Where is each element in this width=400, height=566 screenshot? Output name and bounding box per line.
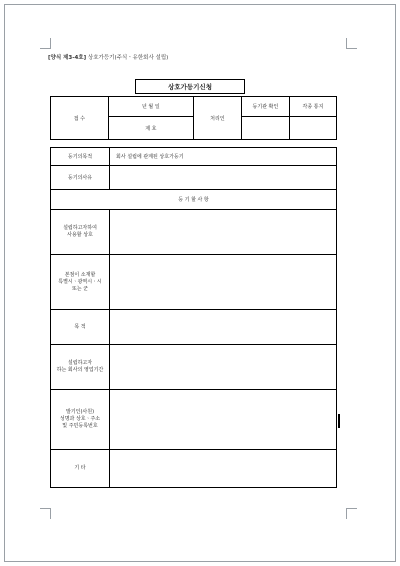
reception-table bbox=[50, 96, 337, 140]
form-subtitle: 상호가등기(주식ㆍ유한회사 설립) bbox=[87, 55, 169, 61]
number-label: 제 호 bbox=[108, 117, 193, 140]
application-table bbox=[50, 147, 337, 488]
item-value-business-period[interactable] bbox=[110, 345, 337, 390]
item-label-business-period: 설립하고자 하는 회사의 영업기간 bbox=[51, 345, 110, 390]
registrar-approval-label: 등기관 확인 bbox=[241, 97, 289, 117]
item-value-trade-name[interactable] bbox=[110, 210, 337, 255]
item-label-trade-name: 설립하고자하여 사용할 상호 bbox=[51, 210, 110, 255]
item-label-head-office: 본점이 소재할 특별시ㆍ광역시ㆍ시 또는 군 bbox=[51, 255, 110, 310]
date-label: 년 월 일 bbox=[108, 97, 193, 117]
crop-mark-top-right bbox=[346, 38, 357, 49]
crop-mark-top-left bbox=[40, 38, 51, 49]
item-label-promoters: 발기인(사원) 성명과 상호ㆍ주소 및 주민등록번호 bbox=[51, 390, 110, 450]
item-value-purpose[interactable] bbox=[110, 310, 337, 345]
form-number: [양식 제3-4호] bbox=[48, 55, 87, 61]
processor-label: 처리인 bbox=[193, 97, 241, 140]
notice-label: 각종 통지 bbox=[289, 97, 336, 117]
registrar-approval-field[interactable] bbox=[241, 117, 289, 140]
reason-value[interactable] bbox=[110, 166, 337, 190]
reception-label: 접 수 bbox=[51, 97, 109, 140]
item-label-purpose: 목 적 bbox=[51, 310, 110, 345]
item-value-other[interactable] bbox=[110, 450, 337, 488]
text-cursor bbox=[338, 414, 340, 428]
purpose-label: 등기의목적 bbox=[51, 148, 110, 166]
item-value-promoters[interactable] bbox=[110, 390, 337, 450]
section-header: 등 기 할 사 항 bbox=[51, 190, 337, 210]
document-title: 상호가등기신청 bbox=[135, 79, 245, 94]
crop-mark-bottom-right bbox=[346, 508, 357, 519]
notice-field[interactable] bbox=[289, 117, 336, 140]
item-value-head-office[interactable] bbox=[110, 255, 337, 310]
form-header bbox=[48, 53, 168, 61]
crop-mark-bottom-left bbox=[40, 508, 51, 519]
item-label-other: 기 타 bbox=[51, 450, 110, 488]
purpose-value[interactable]: 회사 설립에 관계된 상호가등기 bbox=[110, 148, 337, 166]
reason-label: 등기의사유 bbox=[51, 166, 110, 190]
